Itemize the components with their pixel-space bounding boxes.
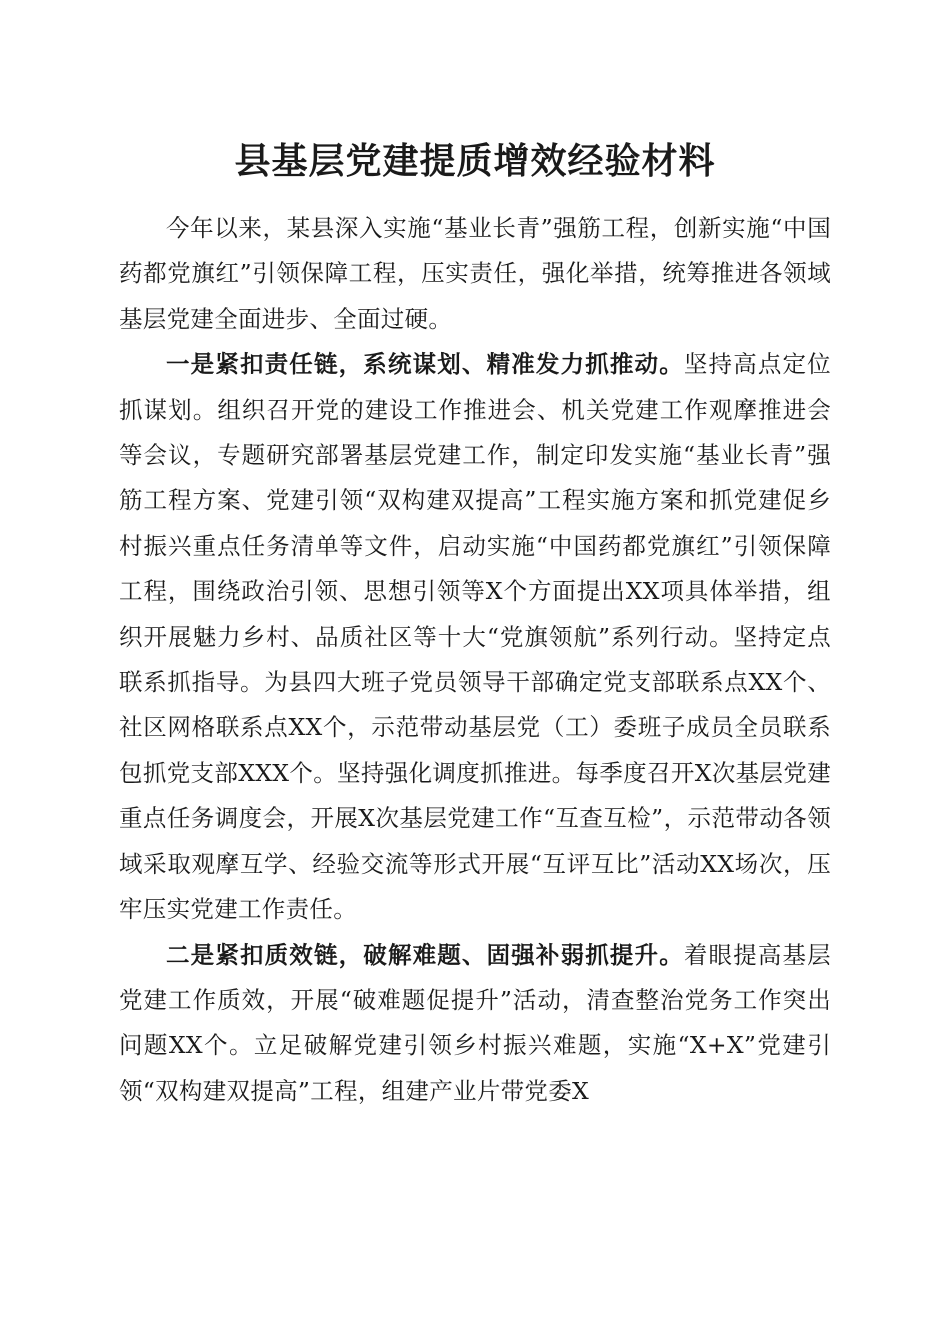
- paragraph-heading-2: 二是紧扣质效链，破解难题、固强补弱抓提升。: [166, 940, 684, 969]
- paragraph-intro-text: 今年以来，某县深入实施“基业长青”强筋工程，创新实施“中国药都党旗红”引领保障工程，压实责任，强化举措，统筹推进各领域基层党建全面进步、全面过硬。: [119, 214, 831, 333]
- paragraph-intro: [119, 206, 831, 342]
- paragraph-heading-1: 一是紧扣责任链，系统谋划、精准发力抓推动。: [166, 350, 684, 379]
- paragraph-body-2: 着眼提高基层党建工作质效，开展“破难题促提升”活动，清查整治党务工作突出问题XX个。立足破解党建引领乡村振兴难题，实施“X+X”党建引领“双构建双提高”工程，组建产业片带党委X: [119, 940, 831, 1105]
- paragraph-body-1: 坚持高点定位抓谋划。组织召开党的建设工作推进会、机关党建工作观摩推进会等会议，专题研究部署基层党建工作，制定印发实施“基业长青”强筋工程方案、党建引领“双构建双提高”工程实施方案和抓党建促乡村振兴重点任务清单等文件，启动实施“中国药都党旗红”引领保障工程，围绕政治引领、思想引领等X个方面提出XX项具体举措，组织开展魅力乡村、品质社区等十大“党旗领航”系列行动。坚持定点联系抓指导。为县四大班子党员领导干部确定党支部联系点XX个、社区网格联系点XX个，示范带动基层党（工）委班子成员全员联系包抓党支部XXX个。坚持强化调度抓推进。每季度召开X次基层党建重点任务调度会，开展X次基层党建工作“互查互检”，示范带动各领域采取观摩互学、经验交流等形式开展“互评互比”活动XX场次，压牢压实党建工作责任。: [119, 350, 831, 924]
- document-title: 县基层党建提质增效经验材料: [234, 140, 716, 182]
- paragraph-quality-chain: [119, 933, 831, 1115]
- paragraph-responsibility-chain: [119, 342, 831, 932]
- document-body: [119, 206, 831, 1114]
